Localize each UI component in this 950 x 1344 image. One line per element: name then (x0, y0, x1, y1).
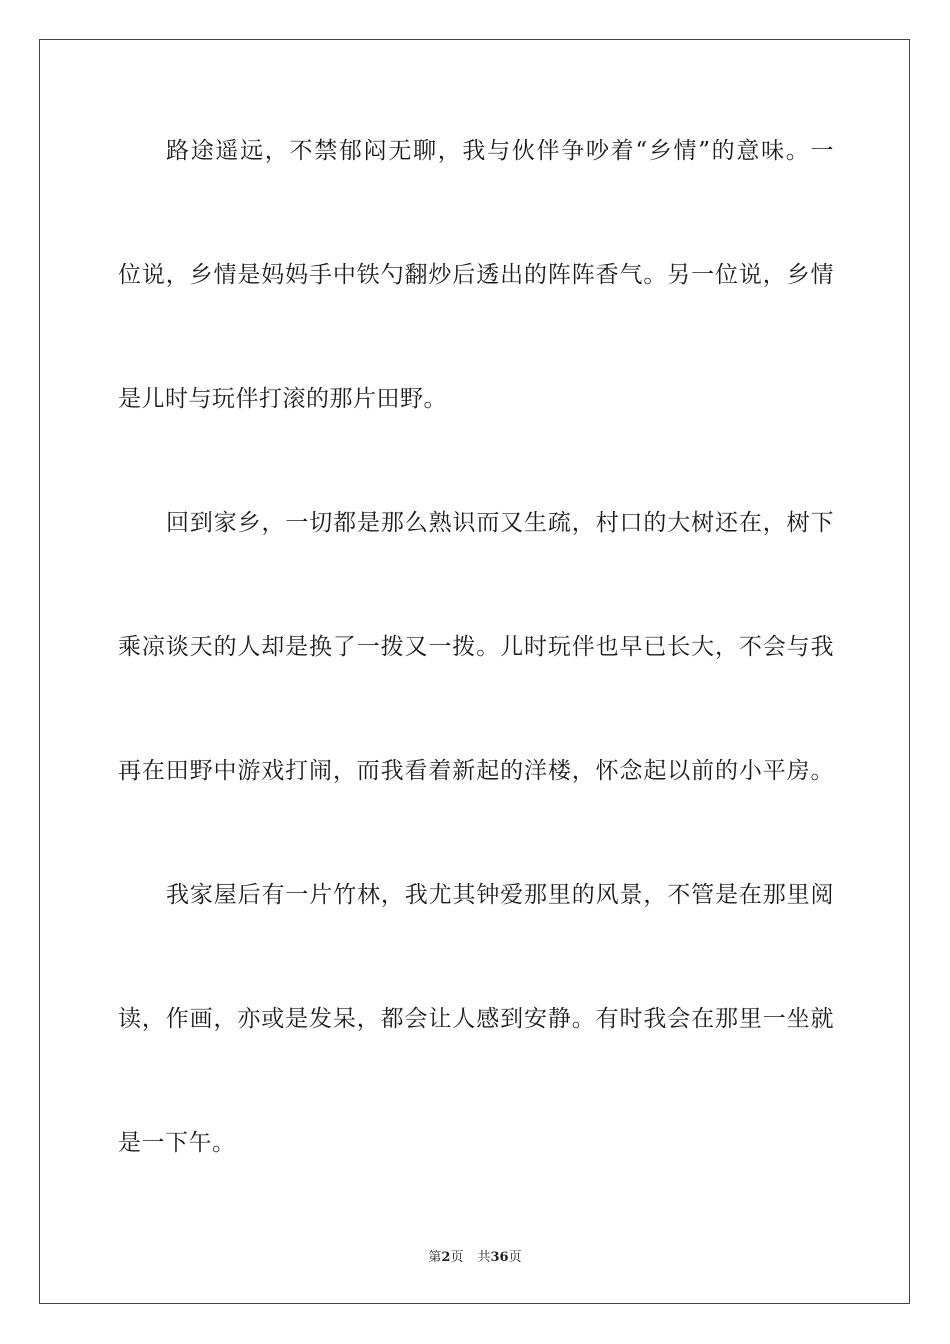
total-suffix: 页 (508, 1250, 522, 1265)
page-border (39, 39, 910, 1304)
paragraph-line: 读，作画，亦或是发呆，都会让人感到安静。有时我会在那里一坐就 (118, 1006, 834, 1032)
page-suffix: 页 (450, 1250, 464, 1265)
page-number: 2 (441, 1250, 451, 1265)
page-prefix: 第 (428, 1250, 442, 1265)
page-footer (0, 1250, 950, 1266)
paragraph-line: 乘凉谈天的人却是换了一拨又一拨。儿时玩伴也早已长大，不会与我 (118, 634, 834, 660)
paragraph-line: 回到家乡，一切都是那么熟识而又生疏，村口的大树还在，树下 (166, 510, 834, 536)
total-prefix: 共 (477, 1250, 491, 1265)
paragraph-line: 是儿时与玩伴打滚的那片田野。 (118, 386, 447, 412)
paragraph-line: 路途遥远，不禁郁闷无聊，我与伙伴争吵着“乡情”的意味。一 (166, 138, 834, 164)
paragraph-line: 再在田野中游戏打闹，而我看着新起的洋楼，怀念起以前的小平房。 (118, 758, 834, 784)
paragraph-line: 我家屋后有一片竹林，我尤其钟爱那里的风景，不管是在那里阅 (166, 882, 834, 908)
total-pages: 36 (490, 1250, 509, 1265)
paragraph-line: 是一下午。 (118, 1130, 236, 1156)
paragraph-line: 位说，乡情是妈妈手中铁勺翻炒后透出的阵阵香气。另一位说，乡情 (118, 262, 834, 288)
